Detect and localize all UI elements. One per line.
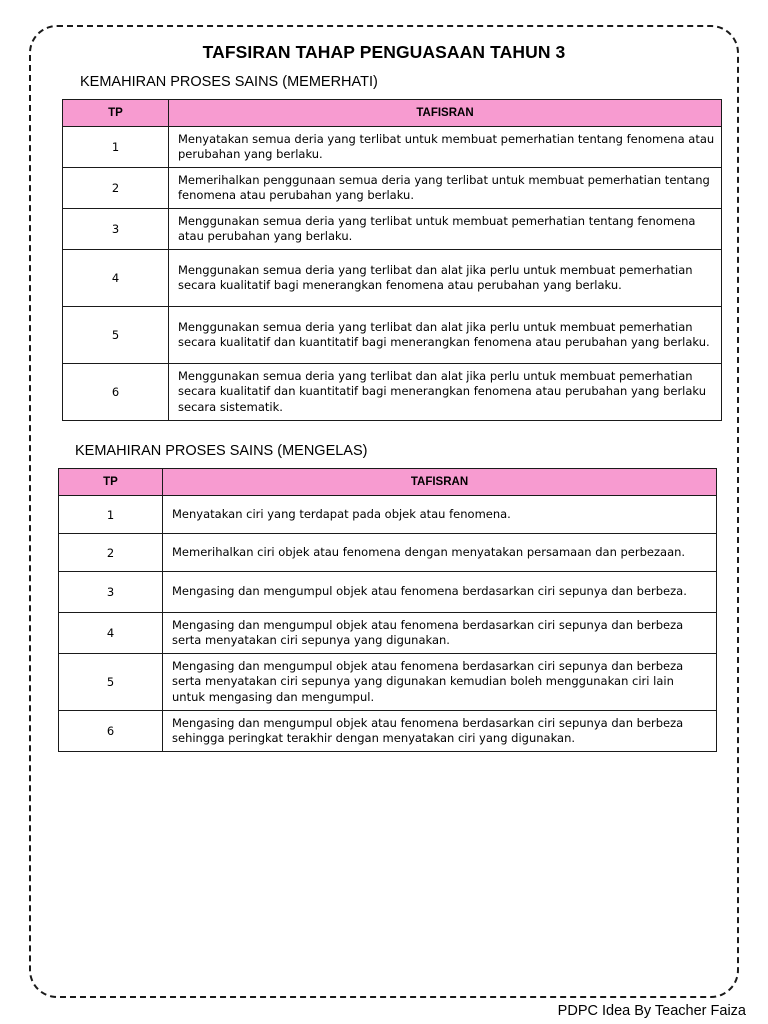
tp-cell: 3 <box>63 209 169 250</box>
tafsiran-cell: Mengasing dan mengumpul objek atau fenomena berdasarkan ciri sepunya dan berbeza sehingga peringkat terakhir dengan menyatakan ciri yang digunakan. <box>163 711 717 752</box>
table-row <box>63 168 722 209</box>
tafsiran-cell: Memerihalkan penggunaan semua deria yang terlibat untuk membuat pemerhatian tentang fenomena atau perubahan yang berlaku. <box>169 168 722 209</box>
tafsiran-cell: Menyatakan ciri yang terdapat pada objek atau fenomena. <box>163 496 717 534</box>
tafsiran-cell: Mengasing dan mengumpul objek atau fenomena berdasarkan ciri sepunya dan berbeza serta menyatakan ciri sepunya yang digunakan. <box>163 613 717 654</box>
table-memerhati <box>62 99 722 421</box>
table-row <box>59 534 717 572</box>
tp-cell: 6 <box>59 711 163 752</box>
column-header-tafsiran: TAFISRAN <box>169 100 722 127</box>
table-row <box>59 496 717 534</box>
tafsiran-cell: Mengasing dan mengumpul objek atau fenomena berdasarkan ciri sepunya dan berbeza. <box>163 572 717 613</box>
page-title: TAFSIRAN TAHAP PENGUASAAN TAHUN 3 <box>202 42 566 62</box>
table-mengelas <box>58 468 717 752</box>
table-row <box>59 572 717 613</box>
column-header-tp: TP <box>59 469 163 496</box>
tafsiran-cell: Menggunakan semua deria yang terlibat untuk membuat pemerhatian tentang fenomena atau perubahan yang berlaku. <box>169 209 722 250</box>
table-row <box>59 654 717 711</box>
column-header-tp: TP <box>63 100 169 127</box>
tafsiran-cell: Memerihalkan ciri objek atau fenomena dengan menyatakan persamaan dan perbezaan. <box>163 534 717 572</box>
tp-cell: 1 <box>59 496 163 534</box>
tafsiran-cell: Menyatakan semua deria yang terlibat untuk membuat pemerhatian tentang fenomena atau perubahan yang berlaku. <box>169 127 722 168</box>
table-header-row <box>59 469 717 496</box>
tafsiran-cell: Menggunakan semua deria yang terlibat dan alat jika perlu untuk membuat pemerhatian secara kualitatif dan kuantitatif bagi menerangkan fenomena atau perubahan yang berlaku. <box>169 307 722 364</box>
tp-cell: 4 <box>59 613 163 654</box>
tafsiran-cell: Menggunakan semua deria yang terlibat dan alat jika perlu untuk membuat pemerhatian secara kualitatif bagi menerangkan fenomena atau perubahan yang berlaku. <box>169 250 722 307</box>
section-heading-memerhati: KEMAHIRAN PROSES SAINS (MEMERHATI) <box>80 74 378 90</box>
tafsiran-cell: Mengasing dan mengumpul objek atau fenomena berdasarkan ciri sepunya dan berbeza serta menyatakan ciri sepunya yang digunakan kemudian boleh menggunakan ciri lain untuk mengasing dan mengumpul. <box>163 654 717 711</box>
section-heading-mengelas: KEMAHIRAN PROSES SAINS (MENGELAS) <box>75 443 368 459</box>
table-row <box>63 307 722 364</box>
table-header-row <box>63 100 722 127</box>
footer-credit: PDPC Idea By Teacher Faiza <box>557 1003 746 1019</box>
tp-cell: 1 <box>63 127 169 168</box>
tp-cell: 2 <box>59 534 163 572</box>
tp-cell: 2 <box>63 168 169 209</box>
table-row <box>63 364 722 421</box>
tp-cell: 6 <box>63 364 169 421</box>
table-row <box>63 250 722 307</box>
table-row <box>63 209 722 250</box>
tp-cell: 5 <box>59 654 163 711</box>
tp-cell: 3 <box>59 572 163 613</box>
tp-cell: 5 <box>63 307 169 364</box>
table-row <box>59 711 717 752</box>
table-row <box>63 127 722 168</box>
tafsiran-cell: Menggunakan semua deria yang terlibat dan alat jika perlu untuk membuat pemerhatian secara kualitatif dan kuantitatif bagi menerangkan fenomena atau perubahan yang berlaku secara sistematik. <box>169 364 722 421</box>
table-row <box>59 613 717 654</box>
tp-cell: 4 <box>63 250 169 307</box>
column-header-tafsiran: TAFISRAN <box>163 469 717 496</box>
